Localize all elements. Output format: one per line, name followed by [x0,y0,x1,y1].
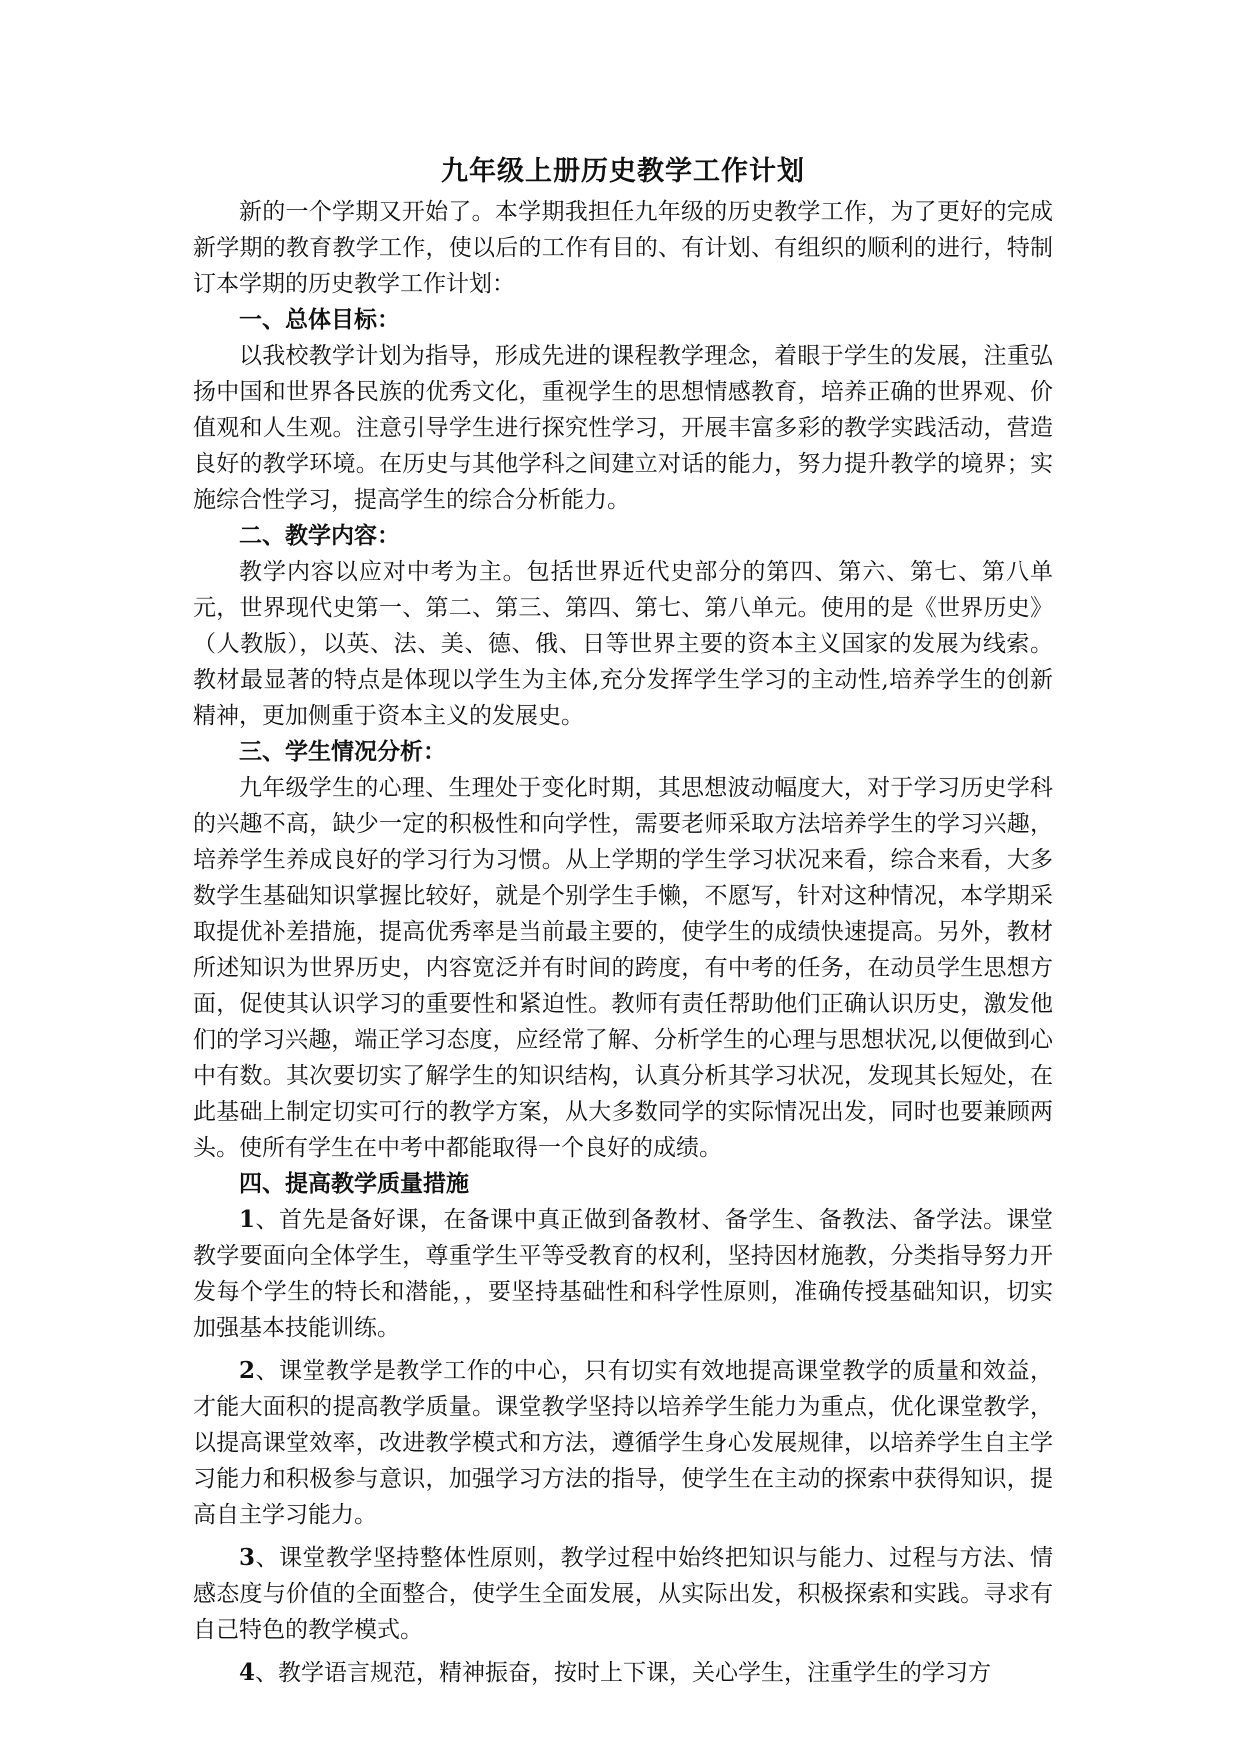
measure-item-3 [193,1540,1053,1648]
section-heading-content: 二、教学内容： [239,522,400,549]
measure-item-1 [193,1202,1053,1346]
measure-number: 4 [239,1659,256,1686]
measure-text: 、教学语言规范，精神振奋，按时上下课，关心学生，注重学生的学习方 [255,1660,992,1686]
section-heading-students: 三、学生情况分析： [239,738,446,765]
measure-text: 、课堂教学坚持整体性原则，教学过程中始终把知识与能力、过程与方法、情感态度与价值的全面整合，使学生全面发展，从实际出发，积极探索和实践。寻求有自己特色的教学模式。 [193,1545,1053,1643]
document-page [193,150,1053,1691]
section-heading-measures: 四、提高教学质量措施 [239,1170,469,1197]
measure-item-4 [193,1655,1053,1691]
section-text-students: 九年级学生的心理、生理处于变化时期，其思想波动幅度大，对于学习历史学科的兴趣不高，缺少一定的积极性和向学性，需要老师采取方法培养学生的学习兴趣，培养学生养成良好的学习行为习惯。从上学期的学生学习状况来看，综合来看，大多数学生基础知识掌握比较好，就是个别学生手懒，不愿写，针对这种情况，本学期采取提优补差措施，提高优秀率是当前最主要的，使学生的成绩快速提高。另外，教材所述知识为世界历史，内容宽泛并有时间的跨度，有中考的任务，在动员学生思想方面，促使其认识学习的重要性和紧迫性。教师有责任帮助他们正确认识历史，激发他们的学习兴趣，端正学习态度，应经常了解、分析学生的心理与思想状况,以便做到心中有数。其次要切实了解学生的知识结构，认真分析其学习状况，发现其长短处，在此基础上制定切实可行的教学方案，从大多数同学的实际情况出发，同时也要兼顾两头。使所有学生在中考中都能取得一个良好的成绩。 [193,775,1053,1161]
section-text-content: 教学内容以应对中考为主。包括世界近代史部分的第四、第六、第七、第八单元，世界现代史第一、第二、第三、第四、第七、第八单元。使用的是《世界历史》（人教版），以英、法、美、德、俄、日等世界主要的资本主义国家的发展为线索。教材最显著的特点是体现以学生为主体,充分发挥学生学习的主动性,培养学生的创新精神，更加侧重于资本主义的发展史。 [193,559,1053,729]
section-text-goals: 以我校教学计划为指导，形成先进的课程教学理念，着眼于学生的发展，注重弘扬中国和世界各民族的优秀文化，重视学生的思想情感教育，培养正确的世界观、价值观和人生观。注意引导学生进行探究性学习，开展丰富多彩的教学实践活动，营造良好的教学环境。在历史与其他学科之间建立对话的能力，努力提升教学的境界；实施综合性学习，提高学生的综合分析能力。 [193,343,1053,513]
measure-number: 1 [239,1206,256,1233]
measure-number: 2 [239,1357,256,1384]
intro-paragraph: 新的一个学期又开始了。本学期我担任九年级的历史教学工作，为了更好的完成新学期的教育教学工作，使以后的工作有目的、有计划、有组织的顺利的进行，特制订本学期的历史教学工作计划： [193,199,1053,297]
measure-text: 、首先是备好课，在备课中真正做到备教材、备学生、备教法、备学法。课堂教学要面向全体学生，尊重学生平等受教育的权利，坚持因材施教，分类指导努力开发每个学生的特长和潜能，，要坚持基础性和科学性原则，准确传授基础知识，切实加强基本技能训练。 [193,1207,1053,1341]
document-title: 九年级上册历史教学工作计划 [441,156,805,187]
measure-number: 3 [239,1544,256,1571]
section-heading-goals: 一、总体目标： [239,306,400,333]
measure-item-2 [193,1353,1053,1533]
measure-text: 、课堂教学是教学工作的中心，只有切实有效地提高课堂教学的质量和效益，才能大面积的提高教学质量。课堂教学坚持以培养学生能力为重点，优化课堂教学，以提高课堂效率，改进教学模式和方法，遵循学生身心发展规律，以培养学生自主学习能力和积极参与意识，加强学习方法的指导，使学生在主动的探索中获得知识，提高自主学习能力。 [193,1358,1053,1528]
